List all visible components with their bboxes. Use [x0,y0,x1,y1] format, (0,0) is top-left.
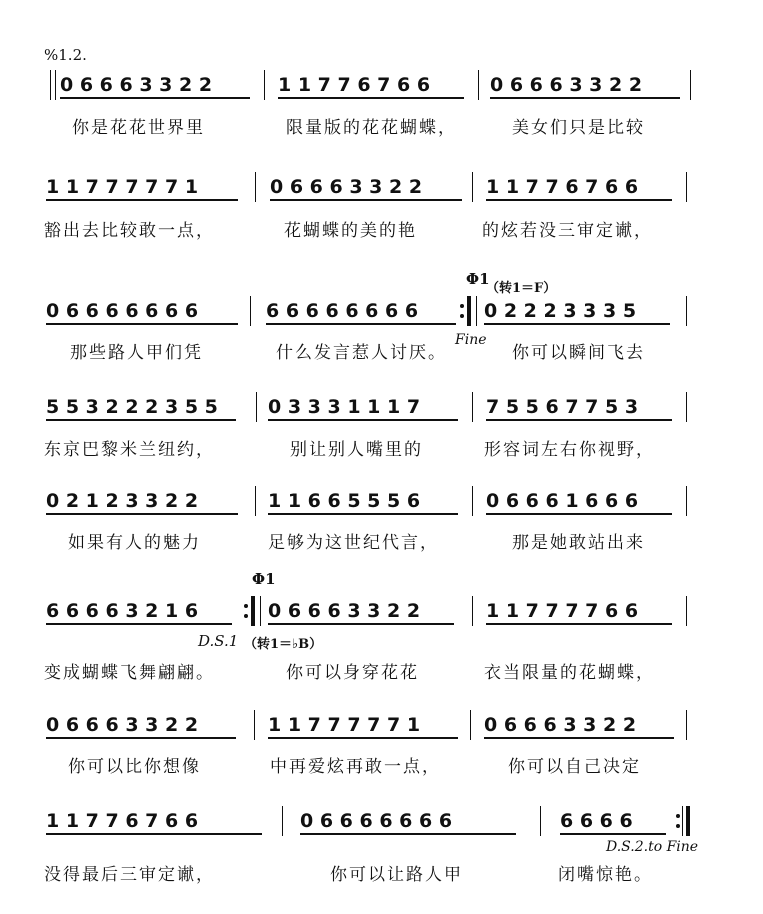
beam-underline [46,833,262,835]
barline [256,392,257,422]
barline [540,806,541,836]
measure-notes: 1 1 7 7 6 7 6 6 [278,74,431,96]
barline [472,486,473,516]
measure-notes: 0 6 6 6 3 3 2 2 [484,714,637,736]
lyrics: 豁出去比较敢一点， [44,221,215,241]
barline [255,486,256,516]
measure-notes: 0 6 6 6 3 3 2 2 [60,74,213,96]
lyrics: 变成蝴蝶飞舞翩翩。 [44,663,215,683]
barline [254,710,255,740]
measure-notes: 7 5 5 6 7 7 5 3 [486,396,639,418]
lyrics: 你可以身穿花花 [286,663,419,683]
measure-notes: 1 1 6 6 5 5 5 6 [268,490,421,512]
barline [476,296,477,326]
key-change-label: （转1＝F） [486,281,557,296]
segno-marker: %1.2. [44,46,87,64]
lyrics: 如果有人的魅力 [68,533,201,553]
measure-notes: 0 6 6 6 3 3 2 2 [270,176,423,198]
repeat-end-barline [460,296,474,326]
repeat-end-barline [676,806,690,836]
dal-segno-1-marker: D.S.1 [198,632,239,650]
measure-notes: 0 6 6 6 3 3 2 2 [268,600,421,622]
beam-underline [46,323,238,325]
barline [264,70,265,100]
barline [472,392,473,422]
barline [472,596,473,626]
beam-underline [484,737,674,739]
key-change-label: （转1＝♭B） [244,637,323,652]
lyrics: 什么发言惹人讨厌。 [276,343,447,363]
lyrics: 的炫若没三审定谳， [482,221,653,241]
beam-underline [270,199,462,201]
barline [686,486,687,516]
dal-segno-2-to-fine-marker: D.S.2.to Fine [606,839,699,855]
lyrics: 美女们只是比较 [512,118,645,138]
beam-underline [490,97,680,99]
beam-underline [486,199,672,201]
lyrics: 没得最后三审定谳， [44,865,215,885]
lyrics: 形容词左右你视野， [484,440,655,460]
beam-underline [46,737,236,739]
barline [472,172,473,202]
beam-underline [46,513,238,515]
beam-underline [46,623,232,625]
beam-underline [266,323,456,325]
barline [260,596,261,626]
lyrics: 闭嘴惊艳。 [558,865,653,885]
beam-underline [486,623,672,625]
beam-underline [268,419,458,421]
coda-marker: Φ1 [252,570,276,588]
beam-underline [60,97,250,99]
beam-underline [46,419,236,421]
coda-marker: Φ1 [466,270,490,288]
measure-notes: 1 1 7 7 6 7 6 6 [486,176,639,198]
lyrics: 那是她敢站出来 [512,533,645,553]
barline [255,172,256,202]
measure-notes: 1 1 7 7 6 7 6 6 [46,810,199,832]
measure-notes: 6 6 6 6 3 2 1 6 [46,600,199,622]
measure-notes: 0 3 3 3 1 1 1 7 [268,396,421,418]
lyrics: 中再爱炫再敢一点， [270,757,441,777]
barline [690,70,691,100]
lyrics: 你可以瞬间飞去 [512,343,645,363]
repeat-end-barline [244,596,258,626]
lyrics: 衣当限量的花蝴蝶， [484,663,655,683]
measure-notes: 5 5 3 2 2 2 3 5 5 [46,396,218,418]
barline [686,392,687,422]
beam-underline [268,513,458,515]
measure-notes: 0 6 6 6 3 3 2 2 [490,74,643,96]
lyrics: 你可以自己决定 [508,757,641,777]
lyrics: 限量版的花花蝴蝶， [286,118,457,138]
lyrics: 足够为这世纪代言， [268,533,439,553]
barline [686,296,687,326]
fine-marker: Fine [455,332,487,348]
beam-underline [486,419,672,421]
lyrics: 你可以比你想像 [68,757,201,777]
barline [478,70,479,100]
measure-notes: 0 2 1 2 3 3 2 2 [46,490,199,512]
measure-notes: 1 1 7 7 7 7 6 6 [486,600,639,622]
barline [282,806,283,836]
measure-notes: 0 6 6 6 6 6 6 6 [46,300,199,322]
start-double-barline [50,70,56,100]
measure-notes: 0 6 6 6 6 6 6 6 [300,810,453,832]
beam-underline [484,323,670,325]
measure-notes: 0 6 6 6 1 6 6 6 [486,490,639,512]
beam-underline [486,513,672,515]
measure-notes: 0 2 2 2 3 3 3 5 [484,300,637,322]
beam-underline [268,623,454,625]
measure-notes: 1 1 7 7 7 7 7 1 [46,176,199,198]
lyrics: 那些路人甲们凭 [70,343,203,363]
barline [470,710,471,740]
barline [686,172,687,202]
beam-underline [46,199,238,201]
measure-notes: 0 6 6 6 3 3 2 2 [46,714,199,736]
lyrics: 你是花花世界里 [72,118,205,138]
barline [686,710,687,740]
measure-notes: 1 1 7 7 7 7 7 1 [268,714,421,736]
barline [686,596,687,626]
beam-underline [278,97,464,99]
barline [250,296,251,326]
lyrics: 别让别人嘴里的 [290,440,423,460]
lyrics: 你可以让路人甲 [330,865,463,885]
lyrics: 花蝴蝶的美的艳 [284,221,417,241]
measure-notes: 6 6 6 6 6 6 6 6 [266,300,419,322]
lyrics: 东京巴黎米兰纽约， [44,440,215,460]
beam-underline [560,833,666,835]
measure-notes: 6 6 6 6 [560,810,633,832]
beam-underline [268,737,458,739]
beam-underline [300,833,516,835]
